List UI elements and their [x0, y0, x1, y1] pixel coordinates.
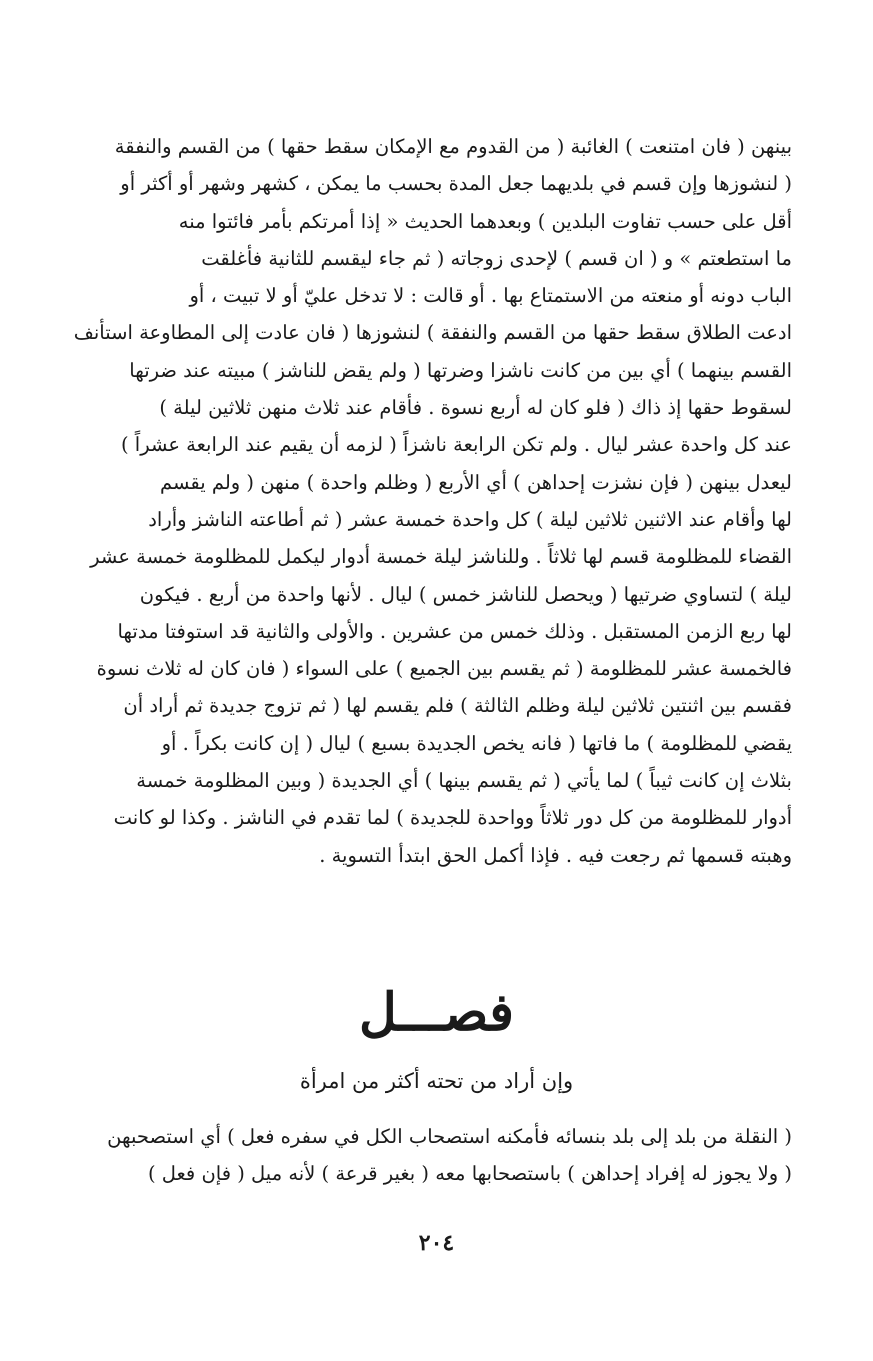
section-heading: فصـــل — [358, 982, 515, 1043]
text-line: القسم بينهما ) أي بين من كانت ناشزا وضرتها ( ولم يقض للناشز ) مبيته عند ضرتها — [129, 358, 792, 382]
text-line: ليعدل بينهن ( فإن نشزت إحداهن ) أي الأربع ( وظلم واحدة ) منهن ( ولم يقسم — [160, 470, 792, 494]
text-line: ادعت الطلاق سقط حقها من القسم والنفقة ) لنشوزها ( فان عادت إلى المطاوعة استأنف — [73, 321, 792, 345]
text-line: بينهن ( فان امتنعت ) الغائبة ( من القدوم مع الإمكان سقط حقها ) من القسم والنفقة — [114, 135, 792, 158]
text-line: فقسم بين اثنتين ثلاثين ليلة وظلم الثالثة ) فلم يقسم لها ( ثم تزوج جديدة ثم أراد أن — [123, 694, 792, 718]
text-line: ( النقلة من بلد إلى بلد بنسائه فأمكنه استصحاب الكل في سفره فعل ) أي استصحبهن — [107, 1125, 792, 1148]
main-text-block — [46, 128, 792, 874]
text-line: لسقوط حقها إذ ذاك ( فلو كان له أربع نسوة . فأقام عند ثلاث منهن ثلاثين ليلة ) — [159, 396, 792, 420]
page-number: ٢٠٤ — [418, 1230, 455, 1256]
text-line: يقضي للمظلومة ) ما فاتها ( فانه يخص الجديدة بسبع ) ليال ( إن كانت بكراً . أو — [161, 731, 792, 755]
text-line: بثلاث إن كانت ثيباً ) لما يأتي ( ثم يقسم بينها ) أي الجديدة ( وبين المظلومة خمسة — [136, 769, 792, 793]
text-line: القضاء للمظلومة قسم لها ثلاثاً . وللناشز ليلة خمسة أدوار ليكمل للمظلومة خمسة عشر — [90, 545, 792, 569]
text-line: فالخمسة عشر للمظلومة ( ثم يقسم بين الجميع ) على السواء ( فان كان له ثلاث نسوة — [96, 657, 792, 681]
text-line: وهبته قسمها ثم رجعت فيه . فإذا أكمل الحق ابتدأ التسوية . — [319, 843, 792, 867]
text-line: أدوار للمظلومة من كل دور ثلاثاً وواحدة للجديدة ) لما تقدم في الناشز . وكذا لو كانت — [113, 806, 792, 830]
text-line: ليلة ) لتساوي ضرتيها ( ويحصل للناشز خمس ) ليال . لأنها واحدة من أربع . فيكون — [139, 582, 792, 606]
text-line: الباب دونه أو منعته من الاستمتاع بها . أو قالت : لا تدخل عليّ أو لا تبيت ، أو — [189, 284, 792, 308]
text-line: ( لنشوزها وإن قسم في بلديهما جعل المدة بحسب ما يمكن ، كشهر وشهر أو أكثر أو — [120, 172, 792, 196]
text-line: ما استطعتم » و ( ان قسم ) لإحدى زوجاته ( ثم جاء ليقسم للثانية فأغلقت — [201, 246, 792, 270]
text-line: لها ربع الزمن المستقبل . وذلك خمس من عشرين . والأولى والثانية قد استوفتا مدتها — [117, 619, 792, 643]
text-line: لها وأقام عند الاثنين ثلاثين ليلة ) كل واحدة خمسة عشر ( ثم أطاعته الناشز وأراد — [148, 507, 792, 531]
text-line: ( ولا يجوز له إفراد إحداهن ) باستصحابها معه ( بغير قرعة ) لأنه ميل ( فإن فعل ) — [147, 1162, 792, 1186]
text-line: أقل على حسب تفاوت البلدين ) وبعدهما الحديث « إذا أمرتكم بأمر فائتوا منه — [178, 209, 792, 233]
section-text-block — [46, 1118, 792, 1193]
text-line: عند كل واحدة عشر ليال . ولم تكن الرابعة ناشزاً ( لزمه أن يقيم عند الرابعة عشراً ) — [120, 433, 792, 457]
section-subheading: وإن أراد من تحته أكثر من امرأة — [299, 1069, 574, 1093]
